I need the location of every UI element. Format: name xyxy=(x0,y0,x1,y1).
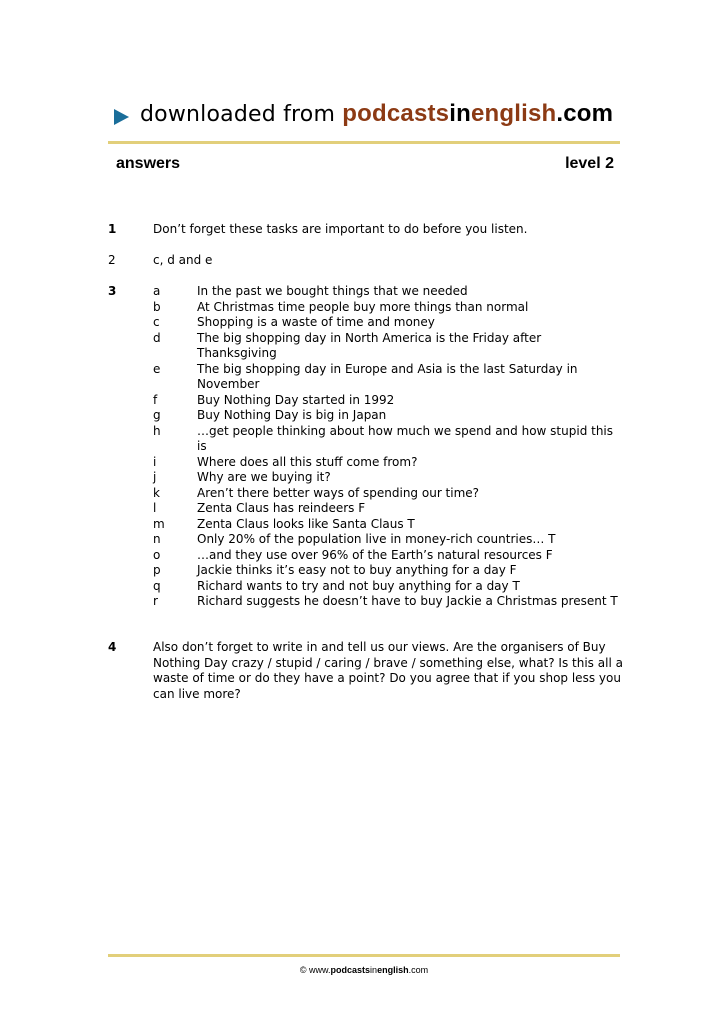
question-number: 2 xyxy=(108,253,116,267)
page-header xyxy=(114,98,624,132)
brand-logo-text: podcastsinenglish.com xyxy=(342,100,614,127)
header-prefix: downloaded from xyxy=(140,102,343,127)
footer-rule xyxy=(108,954,620,957)
level-label: level 2 xyxy=(565,155,614,172)
question-number: 3 xyxy=(108,284,117,298)
question-text: c, d and e xyxy=(153,253,213,267)
question-number: 1 xyxy=(108,222,117,236)
question-number: 4 xyxy=(108,640,117,654)
play-arrow-icon xyxy=(114,109,129,125)
footer-copyright: © www.podcastsinenglish.com xyxy=(299,965,429,975)
title-row xyxy=(116,155,614,179)
question-text: Also don’t forget to write in and tell us our views. Are the organisers of Buy Nothing Day crazy / stupid / caring / brave / something else, what? Is this all a waste of time or do they have a point? Do you agree that if you shop less you can live more? xyxy=(153,640,623,701)
header-rule xyxy=(108,141,620,144)
answers-title: answers xyxy=(116,155,181,172)
header-text xyxy=(140,100,613,128)
question-text: Don’t forget these tasks are important to do before you listen. xyxy=(153,222,528,236)
